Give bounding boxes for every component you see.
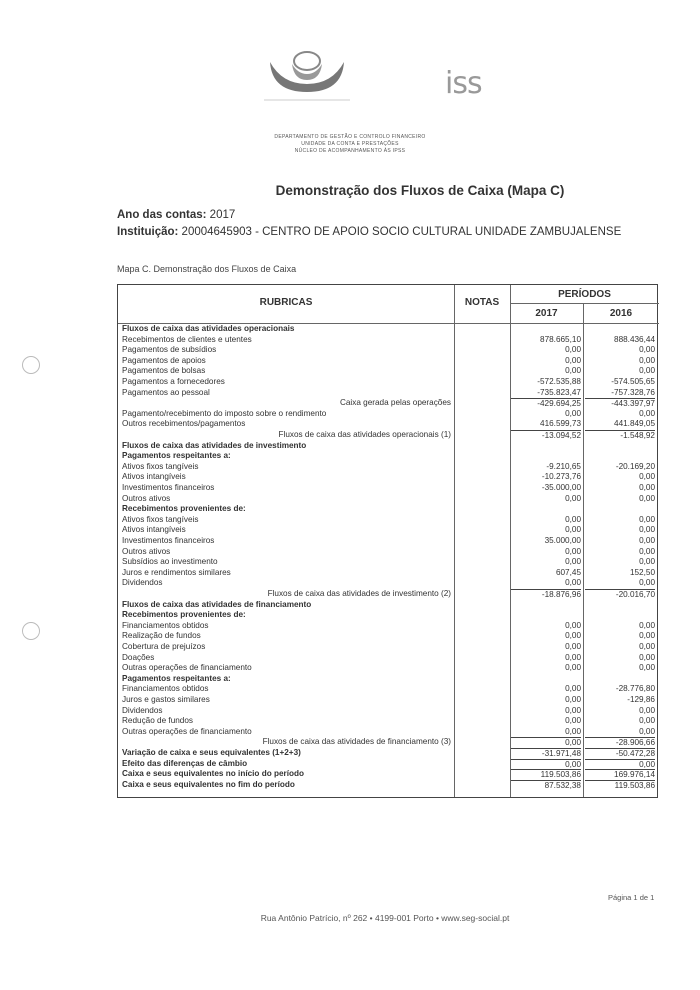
table-row bbox=[118, 674, 659, 685]
table-row bbox=[118, 335, 659, 346]
seg-social-logo bbox=[262, 50, 352, 110]
value-2017: 0,00 bbox=[565, 514, 581, 524]
value-2017: 0,00 bbox=[565, 355, 581, 365]
value-2017: -9.210,65 bbox=[546, 461, 581, 471]
row-label: Ativos intangíveis bbox=[122, 472, 186, 482]
header-2017: 2017 bbox=[535, 308, 558, 319]
value-2016: -443.397,97 bbox=[585, 398, 655, 410]
table-row bbox=[118, 462, 659, 473]
row-label: Fluxos de caixa das atividades de investimento (2) bbox=[267, 589, 451, 598]
department-line-2: UNIDADE DA CONTA E PRESTAÇÕES bbox=[301, 141, 399, 147]
row-label: Fluxos de caixa das atividades de investimento bbox=[122, 440, 307, 450]
row-label: Pagamentos de subsídios bbox=[122, 345, 217, 355]
value-2017: -572.535,88 bbox=[537, 377, 581, 386]
value-2016: 0,00 bbox=[639, 620, 655, 630]
value-2016: 0,00 bbox=[639, 366, 655, 376]
value-2016: 0,00 bbox=[639, 525, 655, 535]
row-label: Financiamentos obtidos bbox=[122, 620, 209, 630]
row-label: Outras operações de financiamento bbox=[122, 726, 252, 736]
value-2016: 0,00 bbox=[639, 493, 655, 503]
value-2017: 0,00 bbox=[565, 716, 581, 726]
value-2017: -429.694,25 bbox=[511, 398, 581, 410]
table-row bbox=[118, 525, 659, 536]
value-2017: 0,00 bbox=[565, 695, 581, 704]
row-label: Ativos fixos tangíveis bbox=[122, 514, 199, 524]
table-row bbox=[118, 419, 659, 430]
table-row bbox=[118, 748, 659, 759]
value-2017: 0,00 bbox=[565, 525, 581, 535]
value-2016: -574.505,65 bbox=[611, 377, 655, 386]
cash-flow-table bbox=[117, 284, 658, 798]
iss-logo: iss bbox=[445, 66, 482, 101]
value-2017: 87.532,38 bbox=[511, 780, 581, 792]
header-divider bbox=[510, 303, 659, 304]
table-row bbox=[118, 483, 659, 494]
table-row bbox=[118, 610, 659, 621]
row-label: Ativos fixos tangíveis bbox=[122, 461, 199, 471]
value-2016: -28.906,66 bbox=[585, 737, 655, 749]
value-2017: 0,00 bbox=[565, 620, 581, 630]
ano-value: 2017 bbox=[209, 209, 236, 221]
row-label: Financiamentos obtidos bbox=[122, 684, 209, 694]
value-2016: 0,00 bbox=[639, 631, 655, 641]
value-2016: 0,00 bbox=[639, 408, 655, 418]
instituicao-label: Instituição: bbox=[117, 226, 179, 238]
value-2016: 0,00 bbox=[585, 759, 655, 771]
value-2016: 0,00 bbox=[639, 483, 655, 492]
row-label: Pagamentos respeitantes a: bbox=[122, 673, 231, 683]
table-row bbox=[118, 441, 659, 452]
table-row bbox=[118, 377, 659, 388]
value-2017: -31.971,48 bbox=[511, 748, 581, 760]
punch-hole bbox=[22, 356, 40, 374]
header-notas: NOTAS bbox=[464, 297, 500, 308]
value-2016: 0,00 bbox=[639, 536, 655, 545]
row-label: Outros ativos bbox=[122, 546, 171, 556]
table-row bbox=[118, 515, 659, 526]
value-2016: 169.976,14 bbox=[585, 769, 655, 781]
value-2017: 0,00 bbox=[565, 642, 581, 651]
value-2017: 0,00 bbox=[565, 631, 581, 641]
table-row bbox=[118, 737, 659, 748]
ano-label: Ano das contas: bbox=[117, 209, 207, 221]
value-2016: 0,00 bbox=[639, 514, 655, 524]
header-2016: 2016 bbox=[609, 308, 633, 319]
value-2016: 0,00 bbox=[639, 705, 655, 715]
table-row bbox=[118, 578, 659, 589]
value-2017: -18.876,96 bbox=[511, 589, 581, 601]
header-periodos: PERÍODOS bbox=[558, 289, 611, 300]
row-label: Caixa gerada pelas operações bbox=[339, 398, 451, 408]
table-row bbox=[118, 504, 659, 515]
row-label: Subsídios ao investimento bbox=[122, 557, 218, 567]
value-2016: 0,00 bbox=[639, 472, 655, 482]
value-2017: 0,00 bbox=[565, 408, 581, 418]
punch-hole bbox=[22, 622, 40, 640]
value-2017: 0,00 bbox=[565, 684, 581, 694]
mapa-caption: Mapa C. Demonstração dos Fluxos de Caixa bbox=[117, 264, 297, 274]
value-2017: 0,00 bbox=[565, 546, 581, 556]
table-row bbox=[118, 684, 659, 695]
value-2017: -735.823,47 bbox=[537, 387, 581, 397]
row-label: Outras operações de financiamento bbox=[122, 663, 252, 673]
row-label: Recebimentos provenientes de: bbox=[122, 504, 246, 514]
row-label: Ativos intangíveis bbox=[122, 525, 186, 535]
document-title: Demonstração dos Fluxos de Caixa (Mapa C) bbox=[275, 183, 565, 198]
value-2016: 0,00 bbox=[639, 355, 655, 365]
table-row bbox=[118, 663, 659, 674]
page-number: Página 1 de 1 bbox=[608, 893, 655, 902]
table-row bbox=[118, 759, 659, 770]
row-label: Dividendos bbox=[122, 705, 163, 715]
value-2016: 0,00 bbox=[639, 663, 655, 673]
row-label: Recebimentos de clientes e utentes bbox=[122, 334, 252, 344]
value-2017: -10.273,76 bbox=[541, 472, 581, 482]
row-label: Cobertura de prejuízos bbox=[122, 642, 206, 651]
table-row bbox=[118, 472, 659, 483]
row-label: Doações bbox=[122, 652, 155, 662]
table-row bbox=[118, 642, 659, 653]
row-label: Pagamento/recebimento do imposto sobre o rendimento bbox=[122, 408, 327, 418]
row-label: Redução de fundos bbox=[122, 716, 194, 726]
value-2016: 0,00 bbox=[639, 642, 655, 651]
row-label: Variação de caixa e seus equivalentes (1+2+3) bbox=[122, 748, 301, 757]
value-2016: 0,00 bbox=[639, 716, 655, 726]
value-2016: 0,00 bbox=[639, 345, 655, 355]
row-label: Fluxos de caixa das atividades operacionais bbox=[122, 324, 295, 333]
row-label: Realização de fundos bbox=[122, 631, 201, 641]
value-2017: -35.000,00 bbox=[541, 483, 581, 492]
value-2016: 0,00 bbox=[639, 652, 655, 662]
value-2017: 0,00 bbox=[511, 759, 581, 771]
table-row bbox=[118, 356, 659, 367]
value-2016: 0,00 bbox=[639, 578, 655, 588]
row-label: Juros e gastos similares bbox=[122, 695, 210, 704]
table-row bbox=[118, 727, 659, 738]
table-row bbox=[118, 621, 659, 632]
value-2017: 0,00 bbox=[565, 652, 581, 662]
value-2016: -129,86 bbox=[627, 695, 655, 704]
value-2016: 152,50 bbox=[629, 567, 655, 577]
row-label: Pagamentos a fornecedores bbox=[122, 377, 225, 386]
table-row bbox=[118, 589, 659, 600]
value-2017: 0,00 bbox=[565, 557, 581, 567]
value-2016: 0,00 bbox=[639, 726, 655, 736]
table-row bbox=[118, 706, 659, 717]
value-2017: 0,00 bbox=[565, 705, 581, 715]
row-label: Caixa e seus equivalentes no início do período bbox=[122, 769, 304, 779]
value-2016: -20.169,20 bbox=[615, 461, 655, 471]
value-2017: -13.094,52 bbox=[511, 430, 581, 442]
value-2016: 119.503,86 bbox=[585, 780, 655, 792]
value-2016: 888.436,44 bbox=[614, 334, 655, 344]
value-2017: 0,00 bbox=[511, 737, 581, 749]
table-row bbox=[118, 631, 659, 642]
table-row bbox=[118, 536, 659, 547]
table-row bbox=[118, 345, 659, 356]
row-label: Efeito das diferenças de câmbio bbox=[122, 758, 248, 768]
value-2017: 0,00 bbox=[565, 663, 581, 673]
value-2017: 0,00 bbox=[565, 726, 581, 736]
table-row bbox=[118, 494, 659, 505]
row-label: Caixa e seus equivalentes no fim do período bbox=[122, 779, 295, 789]
footer-address: Rua Antônio Patrício, nº 262 • 4199-001 Porto • www.seg-social.pt bbox=[260, 913, 510, 923]
table-row bbox=[118, 600, 659, 611]
value-2017: 607,45 bbox=[555, 567, 581, 577]
table-row bbox=[118, 568, 659, 579]
row-label: Outros ativos bbox=[122, 493, 171, 503]
value-2016: -1.548,92 bbox=[585, 430, 655, 442]
row-label: Pagamentos ao pessoal bbox=[122, 387, 210, 397]
value-2017: 0,00 bbox=[565, 345, 581, 355]
table-row bbox=[118, 366, 659, 377]
value-2016: -757.328,76 bbox=[611, 387, 655, 397]
table-row bbox=[118, 388, 659, 399]
value-2017: 0,00 bbox=[565, 493, 581, 503]
ano-das-contas bbox=[117, 209, 235, 221]
table-row bbox=[118, 398, 659, 409]
value-2016: -50.472,28 bbox=[585, 748, 655, 760]
row-label: Outros recebimentos/pagamentos bbox=[122, 419, 246, 429]
row-label: Recebimentos provenientes de: bbox=[122, 610, 246, 620]
instituicao-value: 20004645903 - CENTRO DE APOIO SOCIO CULTURAL UNIDADE ZAMBUJALENSE bbox=[181, 226, 622, 238]
department-line-1: DEPARTAMENTO DE GESTÃO E CONTROLO FINANCEIRO bbox=[274, 134, 426, 140]
value-2016: 0,00 bbox=[639, 546, 655, 556]
table-row bbox=[118, 409, 659, 420]
table-row bbox=[118, 324, 659, 335]
row-label: Fluxos de caixa das atividades de financiamento bbox=[122, 599, 312, 609]
value-2017: 878.665,10 bbox=[540, 334, 581, 344]
value-2016: -20.016,70 bbox=[585, 589, 655, 601]
row-label: Dividendos bbox=[122, 578, 163, 588]
value-2017: 119.503,86 bbox=[511, 769, 581, 781]
table-row bbox=[118, 780, 659, 791]
table-row bbox=[118, 451, 659, 462]
table-row bbox=[118, 547, 659, 558]
value-2016: 441.849,05 bbox=[614, 419, 655, 429]
row-label: Pagamentos de bolsas bbox=[122, 366, 206, 376]
table-row bbox=[118, 769, 659, 780]
value-2016: -28.776,80 bbox=[615, 684, 655, 694]
row-label: Investimentos financeiros bbox=[122, 536, 215, 545]
row-label: Juros e rendimentos similares bbox=[122, 567, 231, 577]
row-label: Pagamentos respeitantes a: bbox=[122, 451, 231, 461]
table-row bbox=[118, 653, 659, 664]
value-2016: 0,00 bbox=[639, 557, 655, 567]
table-row bbox=[118, 430, 659, 441]
row-label: Fluxos de caixa das atividades de financiamento (3) bbox=[262, 737, 451, 747]
value-2017: 0,00 bbox=[565, 366, 581, 376]
department-line-3: NÚCLEO DE ACOMPANHAMENTO ÀS IPSS bbox=[294, 148, 406, 154]
row-label: Investimentos financeiros bbox=[122, 483, 215, 492]
table-row bbox=[118, 557, 659, 568]
header-rubricas: RUBRICAS bbox=[259, 297, 313, 308]
value-2017: 35.000,00 bbox=[544, 536, 581, 545]
value-2017: 416.599,73 bbox=[540, 419, 581, 429]
instituicao bbox=[117, 226, 621, 238]
row-label: Pagamentos de apoios bbox=[122, 355, 206, 365]
row-label: Fluxos de caixa das atividades operacionais (1) bbox=[278, 430, 451, 439]
table-row bbox=[118, 695, 659, 706]
value-2017: 0,00 bbox=[565, 578, 581, 588]
table-row bbox=[118, 716, 659, 727]
